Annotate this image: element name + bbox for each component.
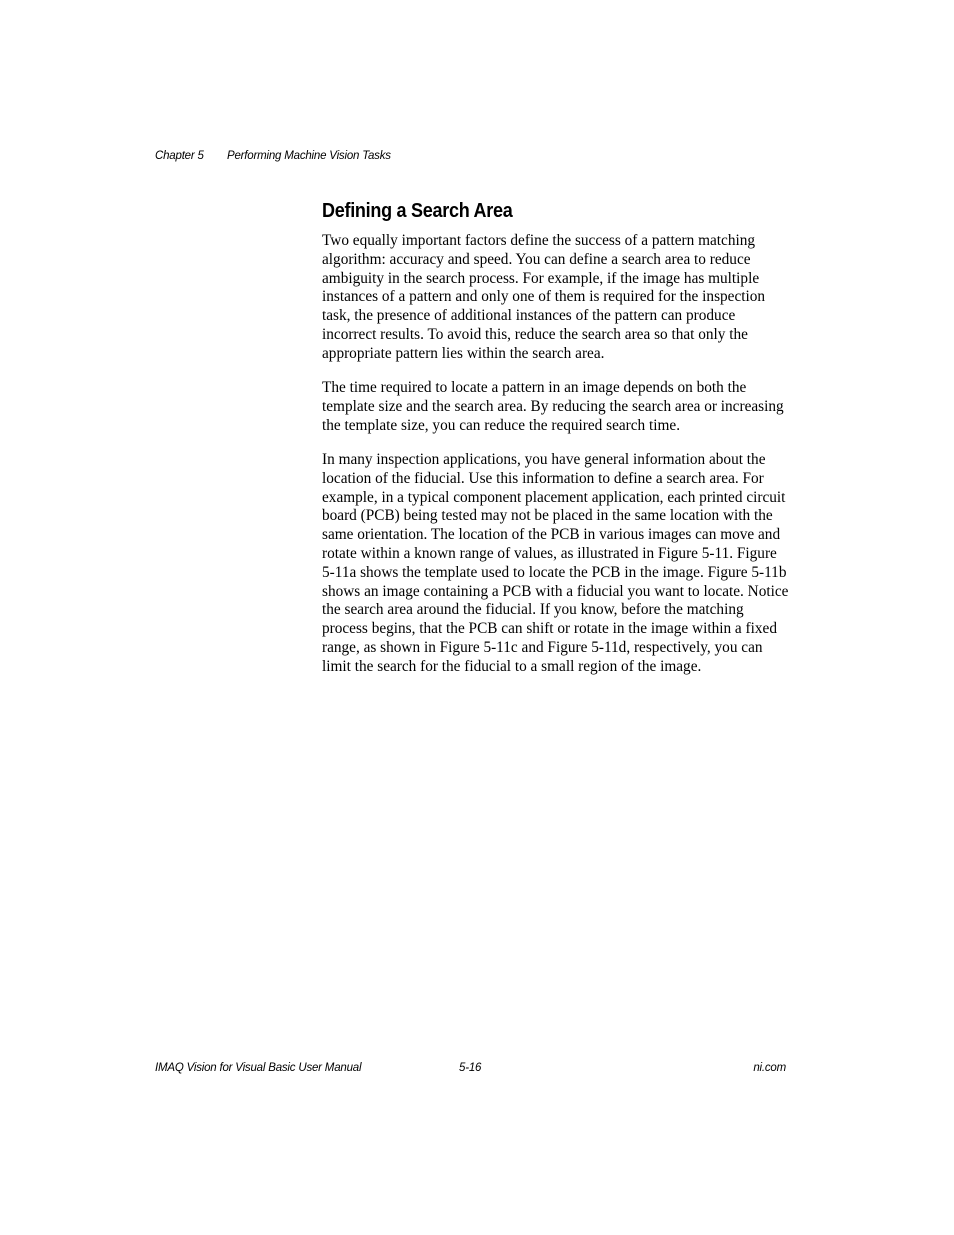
chapter-title: Performing Machine Vision Tasks (227, 150, 391, 162)
footer-page-number: 5-16 (459, 1062, 482, 1074)
paragraph-search-time: The time required to locate a pattern in an image depends on both the template size and the search area. By reducing the search area or increasing the template size, you can reduce the required search time. (322, 379, 784, 434)
running-header (155, 150, 391, 162)
main-content (322, 198, 792, 692)
footer-website: ni.com (753, 1062, 786, 1074)
running-footer (155, 1062, 786, 1078)
footer-manual-title: IMAQ Vision for Visual Basic User Manual (155, 1062, 362, 1074)
section-heading: Defining a Search Area (322, 200, 513, 222)
chapter-number: Chapter 5 (155, 150, 204, 162)
paragraph-accuracy-speed: Two equally important factors define the success of a pattern matching algorithm: accuracy and speed. You can define a search area to reduce ambiguity in the search process. For example, if the image has multiple instances of a pattern and only one of them is required for the inspection task, the presence of additional instances of the pattern can produce incorrect results. To avoid this, reduce the search area so that only the appropriate pattern lies within the search area. (322, 232, 766, 362)
paragraph-fiducial-location: In many inspection applications, you have general information about the location of the fiducial. Use this information to define a search area. For example, in a typical component placement application, each printed circuit board (PCB) being tested may not be placed in the same location with the same orientation. The location of the PCB in various images can move and rotate within a known range of values, as illustrated in Figure 5-11. Figure 5-11a shows the template used to locate the PCB in the image. Figure 5-11b shows an image containing a PCB with a fiducial you want to locate. Notice the search area around the fiducial. If you know, before the matching process begins, that the PCB can shift or rotate in the image within a fixed range, as shown in Figure 5-11c and Figure 5-11d, respectively, you can limit the search for the fiducial to a small region of the image. (322, 450, 789, 675)
